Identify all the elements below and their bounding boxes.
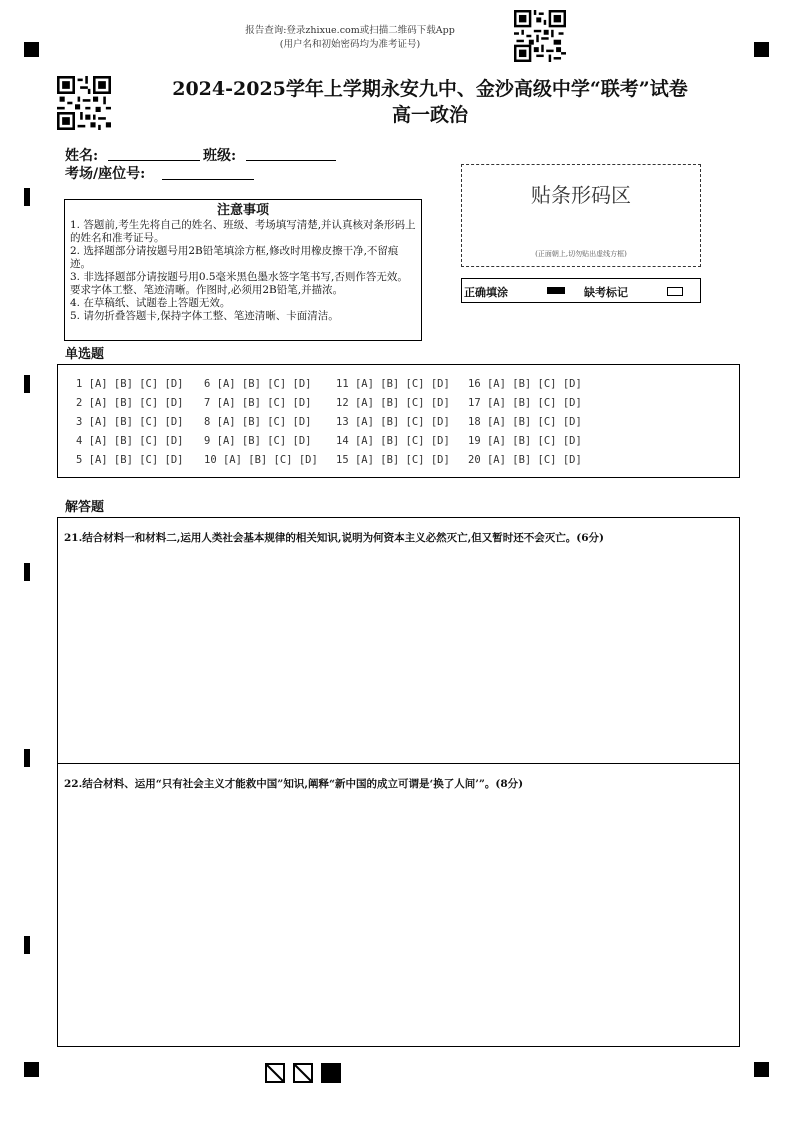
corner-mark-top-left	[24, 42, 39, 57]
notice-box	[64, 199, 422, 341]
name-label: 姓名:	[65, 148, 99, 164]
class-label: 班级:	[203, 148, 237, 164]
name-field[interactable]	[108, 160, 200, 161]
choice-row[interactable]: 6 [A] [B] [C] [D]	[204, 378, 312, 390]
choice-row[interactable]: 4 [A] [B] [C] [D]	[76, 435, 184, 447]
side-mark	[24, 188, 30, 206]
choice-row[interactable]: 3 [A] [B] [C] [D]	[76, 416, 184, 428]
top-notice-line2: (用户名和初始密码均为准考证号)	[279, 39, 421, 50]
choice-column	[336, 375, 450, 470]
choice-column	[468, 375, 582, 470]
question-21: 21.结合材料一和材料二,运用人类社会基本规律的相关知识,说明为何资本主义必然灭亡,但又暂时还不会灭亡。(6分)	[64, 532, 604, 544]
correct-fill-label: 正确填涂	[464, 286, 508, 299]
choice-row[interactable]: 9 [A] [B] [C] [D]	[204, 435, 312, 447]
class-field[interactable]	[246, 160, 336, 161]
choice-row[interactable]: 2 [A] [B] [C] [D]	[76, 397, 184, 409]
notice-item: 5. 请勿折叠答题卡,保持字体工整、笔迹清晰、卡面清洁。	[70, 310, 339, 322]
corner-mark-bottom-right	[754, 1062, 769, 1077]
choice-column	[76, 375, 183, 470]
seat-field[interactable]	[162, 179, 254, 180]
qr-code-icon	[514, 10, 566, 62]
choice-row[interactable]: 17 [A] [B] [C] [D]	[468, 397, 582, 409]
notice-item: 3. 非选择题部分请按题号用0.5毫米黑色墨水签字笔书写,否则作答无效。要求字体工整、笔迹清晰。作图时,必须用2B铅笔,并描浓。	[70, 271, 408, 296]
choice-row[interactable]: 15 [A] [B] [C] [D]	[336, 454, 450, 466]
top-notice	[200, 24, 500, 52]
choice-row[interactable]: 12 [A] [B] [C] [D]	[336, 397, 450, 409]
notice-item: 2. 选择题部分请按题号用2B铅笔填涂方框,修改时用橡皮擦干净,不留痕迹。	[70, 245, 399, 270]
top-notice-line1: 报告查询:登录zhixue.com或扫描二维码下载App	[245, 25, 455, 36]
choice-row[interactable]: 8 [A] [B] [C] [D]	[204, 416, 312, 428]
page-marker-icon	[265, 1063, 285, 1083]
answer-section-label: 解答题	[65, 500, 105, 515]
choice-row[interactable]: 18 [A] [B] [C] [D]	[468, 416, 582, 428]
page-title: 2024-2025学年上学期永安九中、金沙高级中学“联考”试卷	[172, 78, 688, 100]
choice-row[interactable]: 7 [A] [B] [C] [D]	[204, 397, 312, 409]
absent-mark-box[interactable]	[667, 287, 683, 296]
notice-item: 1. 答题前,考生先将自己的姓名、班级、考场填写清楚,并认真核对条形码上的姓名和准考证号。	[70, 219, 416, 244]
mark-legend	[461, 278, 701, 303]
side-mark	[24, 936, 30, 954]
corner-mark-top-right	[754, 42, 769, 57]
question-22: 22.结合材料、运用“只有社会主义才能救中国”知识,阐释“新中国的成立可谓是‘换了人间’”。(8分)	[64, 778, 524, 790]
choice-row[interactable]: 5 [A] [B] [C] [D]	[76, 454, 184, 466]
page-marker-icon	[293, 1063, 313, 1083]
barcode-area	[461, 164, 701, 267]
choice-row[interactable]: 20 [A] [B] [C] [D]	[468, 454, 582, 466]
choice-row[interactable]: 1 [A] [B] [C] [D]	[76, 378, 184, 390]
barcode-area-note: (正面朝上,切勿贴出虚线方框)	[535, 250, 627, 258]
choice-row[interactable]: 19 [A] [B] [C] [D]	[468, 435, 582, 447]
choice-row[interactable]: 16 [A] [B] [C] [D]	[468, 378, 582, 390]
seat-label: 考场/座位号:	[65, 166, 146, 182]
side-mark	[24, 749, 30, 767]
choice-row[interactable]: 13 [A] [B] [C] [D]	[336, 416, 450, 428]
choice-row[interactable]: 10 [A] [B] [C] [D]	[204, 454, 318, 466]
single-choice-label: 单选题	[65, 347, 105, 362]
correct-fill-sample	[547, 287, 565, 294]
page-marker-filled	[321, 1063, 341, 1083]
notice-title: 注意事项	[216, 203, 269, 218]
barcode-area-title: 贴条形码区	[531, 183, 631, 207]
choice-row[interactable]: 14 [A] [B] [C] [D]	[336, 435, 450, 447]
page-subtitle: 高一政治	[391, 104, 468, 126]
answer-box-q21[interactable]	[57, 517, 740, 764]
absent-mark-label: 缺考标记	[584, 286, 628, 299]
answer-box-q22[interactable]	[57, 763, 740, 1047]
choice-column	[204, 375, 318, 470]
side-mark	[24, 375, 30, 393]
qr-code-icon	[57, 76, 111, 130]
notice-item: 4. 在草稿纸、试题卷上答题无效。	[70, 297, 231, 309]
corner-mark-bottom-left	[24, 1062, 39, 1077]
single-choice-box	[57, 364, 740, 478]
choice-row[interactable]: 11 [A] [B] [C] [D]	[336, 378, 450, 390]
side-mark	[24, 563, 30, 581]
